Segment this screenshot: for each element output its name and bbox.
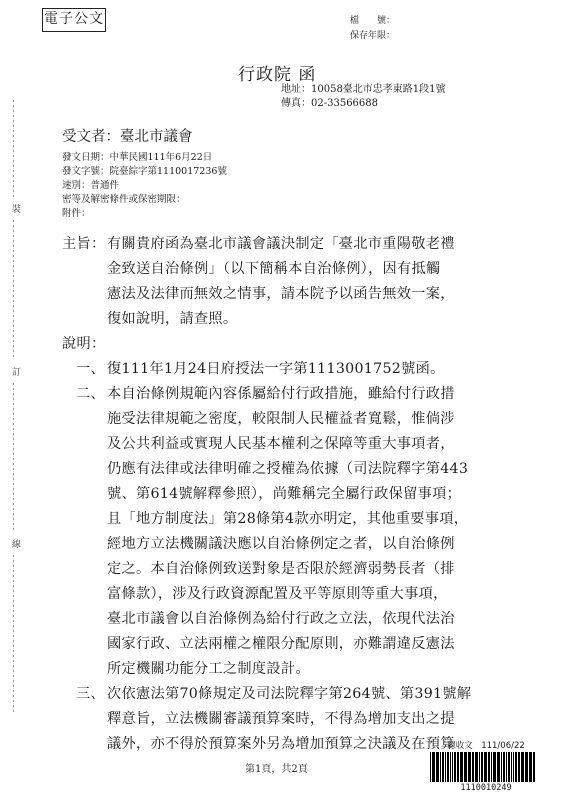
barcode-bar <box>501 752 502 782</box>
item-line: 且「地方制度法」第28條第4款亦明定，其他重要事項， <box>107 511 469 527</box>
item-line: 仍應有法律或法律明確之授權為依據（司法院釋字第443 <box>107 461 469 477</box>
barcode-bar <box>454 752 456 782</box>
document-title: 行政院 函 <box>238 65 317 85</box>
barcode-bar <box>430 752 431 782</box>
barcode-bar <box>472 752 474 782</box>
address-line: 地址：10058臺北市忠孝東路1段1號 <box>281 84 446 95</box>
explanation-label: 說明： <box>62 336 106 352</box>
barcode-bar <box>513 752 514 782</box>
subject-line: 復如說明，請查照。 <box>107 311 238 327</box>
barcode-bar <box>447 752 449 782</box>
issue-date: 發文日期：中華民國111年6月22日 <box>62 152 213 163</box>
item-number: 三、 <box>76 686 105 702</box>
binding-mark-ding: 訂 <box>12 368 22 378</box>
barcode-bar <box>452 752 453 782</box>
subject-line: 有關貴府函為臺北市議會議決制定「臺北市重陽敬老禮 <box>107 236 455 252</box>
barcode-bar <box>497 752 500 782</box>
barcode-bar <box>525 752 528 782</box>
item-line: 施受法律規範之密度，較限制人民權益者寬鬆，惟倘涉 <box>107 411 455 427</box>
barcode-bar <box>450 752 451 782</box>
subject-label: 主旨： <box>62 236 106 252</box>
barcode-bar <box>484 752 487 782</box>
item-number: 一、 <box>76 361 105 377</box>
item-line: 經地方立法機關議決應以自治條例定之者，以自治條例 <box>107 536 455 552</box>
barcode-bar <box>511 752 512 782</box>
barcode-bar <box>518 752 520 782</box>
barcode-bar <box>457 752 459 782</box>
barcode-bar <box>440 752 441 782</box>
item-line: 及公共利益或實現人民基本權利之保障等重大事項者， <box>107 436 455 452</box>
retention-period-label: 保存年限： <box>350 31 396 41</box>
subject-line: 金致送自治條例」（以下簡稱本自治條例），因有抵觸 <box>107 261 441 277</box>
barcode-bar <box>468 752 471 782</box>
barcode-number: 1110010249 <box>460 783 512 793</box>
file-number-label: 檔 號： <box>350 16 396 26</box>
barcode-bar <box>445 752 446 782</box>
item-line: 定之。本自治條例致送對象是否限於經濟弱勢長者（排 <box>107 561 455 577</box>
barcode-bar <box>533 752 535 782</box>
barcode-bar <box>521 752 524 782</box>
binding-mark-xian: 線 <box>12 540 22 550</box>
item-line: 議外，亦不得於預算案外另為增加預算之決議及在預算 <box>107 736 455 752</box>
item-line: 國家行政、立法兩權之權限分配原則，亦難謂違反憲法 <box>107 636 455 652</box>
item-line: 釋意旨，立法機關審議預算案時，不得為增加支出之提 <box>107 711 455 727</box>
barcode-image <box>430 752 542 782</box>
item-line: 本自治條例規範內容係屬給付行政措施，雖給付行政措 <box>107 386 455 402</box>
page-number: 第1頁，共2頁 <box>245 764 308 775</box>
item-number: 二、 <box>76 386 105 402</box>
document-number: 發文字號：院臺綜字第1110017236號 <box>62 166 227 177</box>
barcode-bar <box>479 752 480 782</box>
barcode-bar <box>506 752 507 782</box>
barcode-bar <box>475 752 478 782</box>
barcode-bar <box>464 752 467 782</box>
item-line: 次依憲法第70條規定及司法院釋字第264號、第391號解 <box>107 686 472 702</box>
barcode-bar <box>503 752 505 782</box>
fax-line: 傳真：02-33566688 <box>281 98 379 109</box>
barcode-bar <box>529 752 532 782</box>
secrecy-level: 密等及解密條件或保密期限： <box>62 194 186 205</box>
item-line: 臺北市議會以自治條例為給付行政之立法，依現代法治 <box>107 611 455 627</box>
barcode-bar <box>515 752 517 782</box>
item-line: 所定機關功能分工之制度設計。 <box>107 661 310 677</box>
barcode-bar <box>491 752 492 782</box>
item-line: 號、第614號解釋參照），尚難稱完全屬行政保留事項； <box>107 486 462 502</box>
recipient: 受文者：臺北市議會 <box>62 129 193 145</box>
subject-line: 憲法及法律而無效之情事，請本院予以函告無效一案， <box>107 286 455 302</box>
barcode-bar <box>432 752 435 782</box>
electronic-document-stamp: 電子公文 <box>42 8 106 32</box>
received-barcode-block <box>430 740 542 794</box>
item-line: 復111年1月24日府授法一字第1113001752號函。 <box>107 361 445 377</box>
delivery-speed: 速別：普通件 <box>62 180 120 191</box>
barcode-bar <box>488 752 490 782</box>
barcode-bar <box>481 752 483 782</box>
barcode-bar <box>493 752 496 782</box>
received-date-label: 總收文 111/06/22 <box>447 741 525 751</box>
barcode-bar <box>508 752 510 782</box>
binding-mark-zhuang: 裝 <box>12 205 22 215</box>
barcode-bar <box>436 752 439 782</box>
barcode-bar <box>460 752 463 782</box>
attachment: 附件： <box>62 208 91 219</box>
barcode-bar <box>442 752 444 782</box>
item-line: 富條款），涉及行政資源配置及平等原則等重大事項， <box>107 586 448 602</box>
